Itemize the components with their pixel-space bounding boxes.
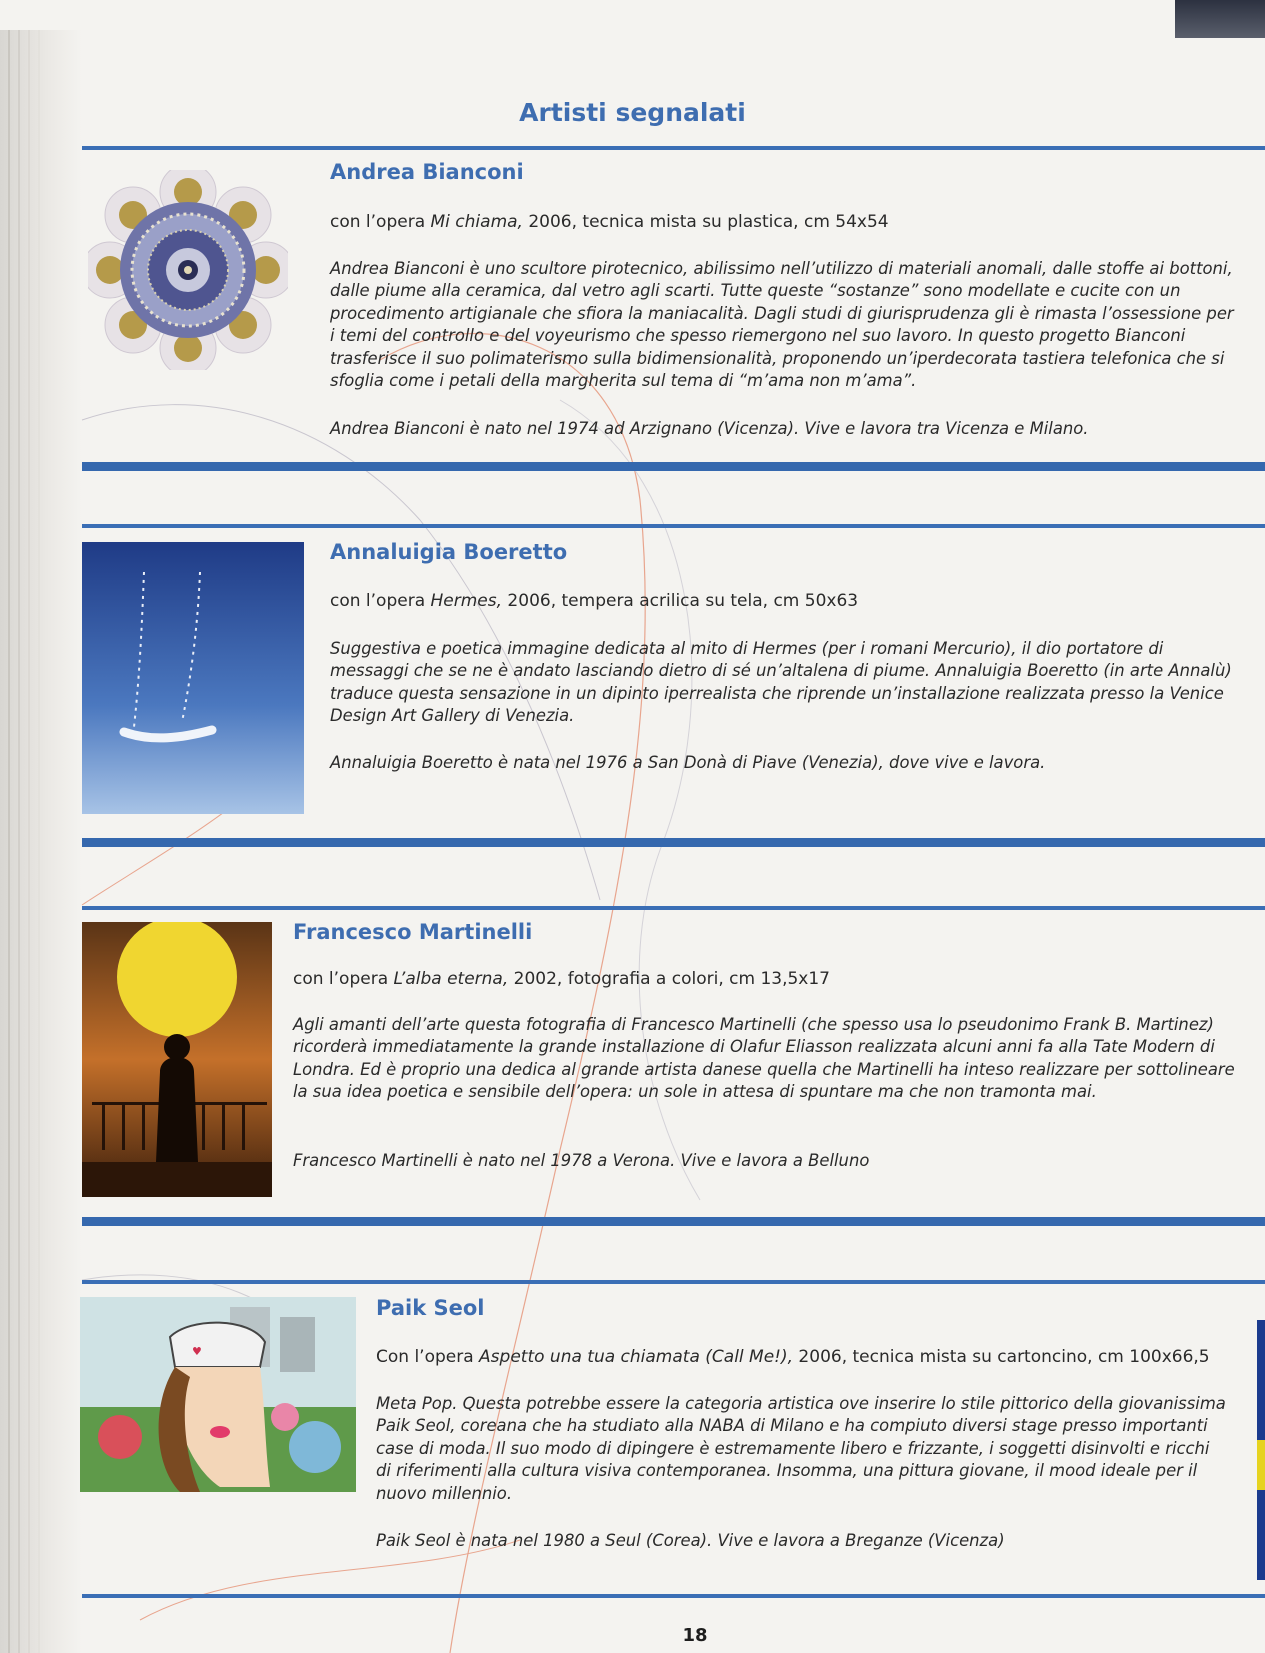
artwork-image-hermes <box>82 542 304 814</box>
work-details: 2002, fotografia a colori, cm 13,5x17 <box>508 969 830 989</box>
work-prefix: Con l’opera <box>376 1347 480 1367</box>
svg-text:♥: ♥ <box>192 1345 202 1358</box>
artist-name: Annaluigia Boeretto <box>330 540 568 564</box>
divider-rule <box>82 1594 1265 1598</box>
work-title: L’alba eterna, <box>393 969 509 989</box>
artist-name: Francesco Martinelli <box>293 920 533 944</box>
artist-description: Meta Pop. Questa potrebbe essere la categoria artistica ove inserire lo stile pittorico della giovanissima Paik Seol, coreana che ha studiato alla NABA di Milano e ha compiuto diversi stage presso importanti case di moda. Il suo modo di dipingere è estremamente libero e frizzante, i soggetti disinvolti e ricchi di riferimenti alla cultura visiva contemporanea. Insomma, una pittura giovane, il mood ideale per il nuovo millennio. <box>376 1394 1226 1503</box>
artist-description: Agli amanti dell’arte questa fotografia di Francesco Martinelli (che spesso usa lo pseudonimo Frank B. Martinez) ricorderà immediatamente la grande installazione di Olafur Eliasson realizzata alcuni anni fa alla Tate Modern di Londra. Ed è proprio una dedica al grande artista danese quella che Martinelli ha inteso realizzare per sottolineare la sua idea poetica e sensibile dell’opera: un sole in attesa di spuntare ma che non tramonta mai. <box>293 1015 1235 1102</box>
artwork-info <box>330 591 858 611</box>
artist-bio: Annaluigia Boeretto è nata nel 1976 a San Donà di Piave (Venezia), dove vive e lavora. <box>330 753 1046 772</box>
work-prefix: con l’opera <box>330 591 431 611</box>
artist-bio: Andrea Bianconi è nato nel 1974 ad Arzignano (Vicenza). Vive e lavora tra Vicenza e Milano. <box>330 419 1089 438</box>
divider-rule <box>82 524 1265 528</box>
artist-name: Andrea Bianconi <box>330 160 524 184</box>
artwork-image-lalba-eterna <box>82 922 272 1197</box>
page-stack-edge <box>0 30 82 1653</box>
scan-corner-shadow <box>1175 0 1265 38</box>
work-prefix: con l’opera <box>330 212 431 232</box>
artist-description: Suggestiva e poetica immagine dedicata al mito di Hermes (per i romani Mercurio), il dio portatore di messaggi che se ne è andato lasciando dietro di sé un’altalena di piume. Annaluigia Boeretto (in arte Annalù) traduce questa sensazione in un dipinto iperrealista che riprende un’installazione realizzata presso la Venice Design Art Gallery di Venezia. <box>330 639 1232 726</box>
work-prefix: con l’opera <box>293 969 394 989</box>
artist-bio: Paik Seol è nata nel 1980 a Seul (Corea). Vive e lavora a Breganze (Vicenza) <box>376 1531 1005 1550</box>
divider-rule <box>82 1217 1265 1226</box>
work-title: Aspetto una tua chiamata (Call Me!), <box>479 1347 794 1367</box>
divider-rule <box>82 1280 1265 1284</box>
page-title: Artisti segnalati <box>519 98 746 127</box>
artwork-info <box>330 212 889 232</box>
artist-name: Paik Seol <box>376 1296 485 1320</box>
divider-rule <box>82 462 1265 471</box>
artwork-info <box>293 969 830 989</box>
artist-bio: Francesco Martinelli è nato nel 1978 a Verona. Vive e lavora a Belluno <box>293 1151 870 1170</box>
artwork-info <box>376 1347 1210 1367</box>
divider-rule <box>82 838 1265 847</box>
page-number: 18 <box>682 1625 708 1646</box>
artwork-image-call-me <box>80 1297 356 1492</box>
work-details: 2006, tecnica mista su cartoncino, cm 100x66,5 <box>793 1347 1210 1367</box>
artist-description: Andrea Bianconi è uno scultore pirotecnico, abilissimo nell’utilizzo di materiali anomali, dalle stoffe ai bottoni, dalle piume alla ceramica, dal vetro agli scarti. Tutte queste “sostanze” sono modellate e cucite con un procedimento artigianale che sfiora la maniacalità. Dagli studi di giurisprudenza gli è rimasta l’ossessione per i temi del controllo e del voyeurismo che spesso riemergono nel suo lavoro. In questo progetto Bianconi trasferisce il suo polimaterismo sulla bidimensionalità, proponendo un’iperdecorata tastiera telefonica che si sfoglia come i petali della margherita sul tema di “m’ama non m’ama”. <box>330 259 1234 391</box>
work-title: Mi chiama, <box>430 212 523 232</box>
artwork-image-mi-chiama <box>88 170 288 370</box>
divider-rule <box>82 146 1265 150</box>
divider-rule <box>82 906 1265 910</box>
work-details: 2006, tecnica mista su plastica, cm 54x54 <box>522 212 889 232</box>
work-details: 2006, tempera acrilica su tela, cm 50x63 <box>502 591 859 611</box>
adjacent-page-strip-yellow <box>1257 1440 1265 1490</box>
work-title: Hermes, <box>430 591 503 611</box>
